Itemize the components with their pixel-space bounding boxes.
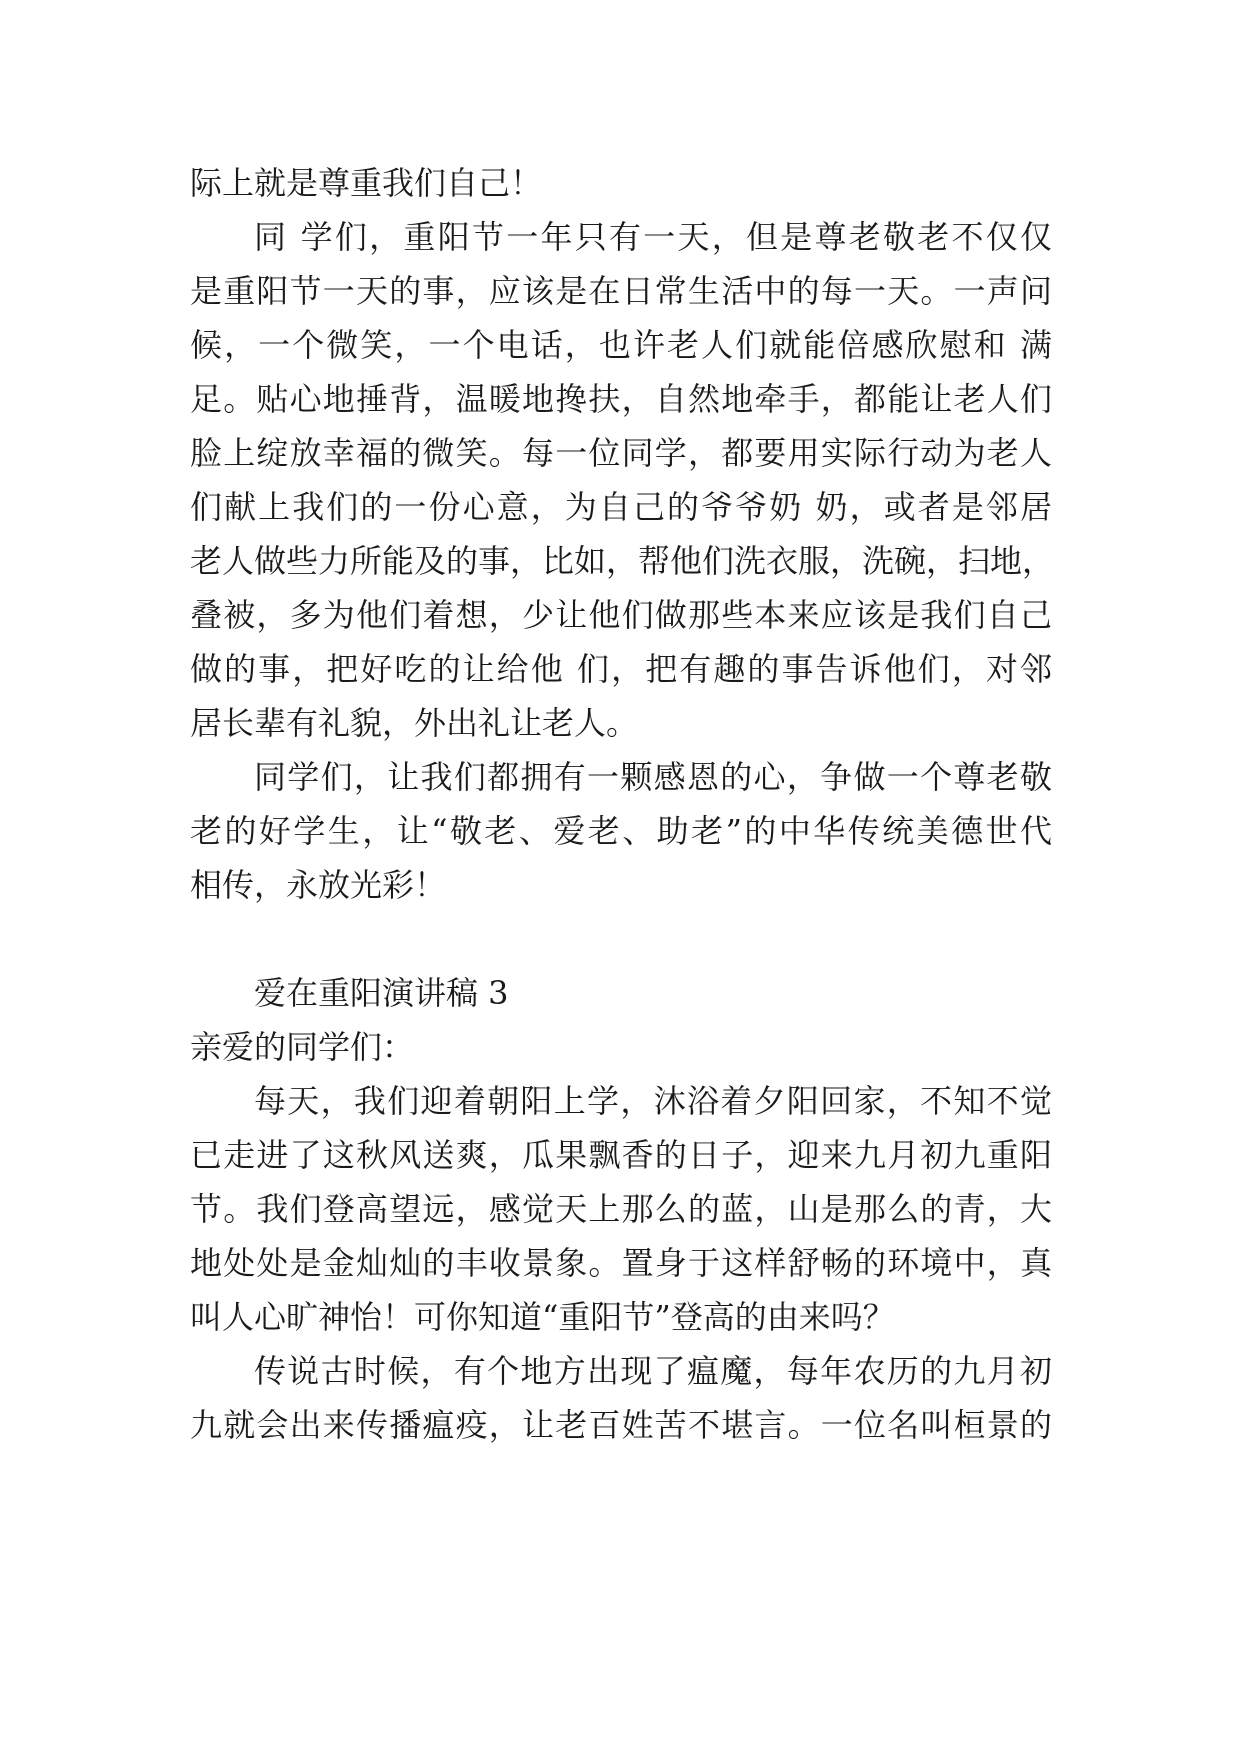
section-heading: 爱在重阳演讲稿 3 <box>254 974 509 1012</box>
paragraph-line: 叠被，多为他们着想，少让他们做那些本来应该是我们自己 <box>190 596 1052 634</box>
paragraph-line: 候，一个微笑，一个电话，也许老人们就能倍感欣慰和 满 <box>190 326 1052 364</box>
paragraph-line: 老人做些力所能及的事，比如，帮他们洗衣服，洗碗，扫地， <box>190 542 1055 580</box>
salutation: 亲爱的同学们： <box>190 1028 415 1066</box>
paragraph-line: 老的好学生，让“敬老、爱老、助老”的中华传统美德世代 <box>190 812 1052 850</box>
paragraph-line: 每天，我们迎着朝阳上学，沐浴着夕阳回家，不知不觉 <box>254 1082 1052 1120</box>
paragraph-line: 足。贴心地捶背，温暖地搀扶，自然地牵手，都能让老人们 <box>190 380 1052 418</box>
paragraph-line: 节。我们登高望远，感觉天上那么的蓝，山是那么的青，大 <box>190 1190 1052 1228</box>
paragraph-line: 同 学们，重阳节一年只有一天，但是尊老敬老不仅仅 <box>254 218 1052 256</box>
paragraph-line: 做的事，把好吃的让给他 们，把有趣的事告诉他们，对邻 <box>190 650 1052 688</box>
paragraph-line: 是重阳节一天的事，应该是在日常生活中的每一天。一声问 <box>190 272 1052 310</box>
document-body <box>190 156 1055 1452</box>
paragraph-line: 九就会出来传播瘟疫，让老百姓苦不堪言。一位名叫桓景的 <box>190 1406 1052 1444</box>
paragraph-line: 际上就是尊重我们自己！ <box>190 164 543 202</box>
paragraph-line: 传说古时候，有个地方出现了瘟魔，每年农历的九月初 <box>254 1352 1052 1390</box>
paragraph-line: 们献上我们的一份心意，为自己的爷爷奶 奶，或者是邻居 <box>190 488 1052 526</box>
paragraph-line: 脸上绽放幸福的微笑。每一位同学，都要用实际行动为老人 <box>190 434 1052 472</box>
paragraph-line: 叫人心旷神怡！可你知道“重阳节”登高的由来吗？ <box>190 1298 895 1336</box>
paragraph-line: 居长辈有礼貌，外出礼让老人。 <box>190 704 639 742</box>
paragraph-line: 同学们，让我们都拥有一颗感恩的心，争做一个尊老敬 <box>254 758 1052 796</box>
paragraph-line: 相传，永放光彩！ <box>190 866 447 904</box>
section-gap <box>190 912 1052 966</box>
paragraph-line: 地处处是金灿灿的丰收景象。置身于这样舒畅的环境中，真 <box>190 1244 1052 1282</box>
paragraph-line: 已走进了这秋风送爽，瓜果飘香的日子，迎来九月初九重阳 <box>190 1136 1052 1174</box>
